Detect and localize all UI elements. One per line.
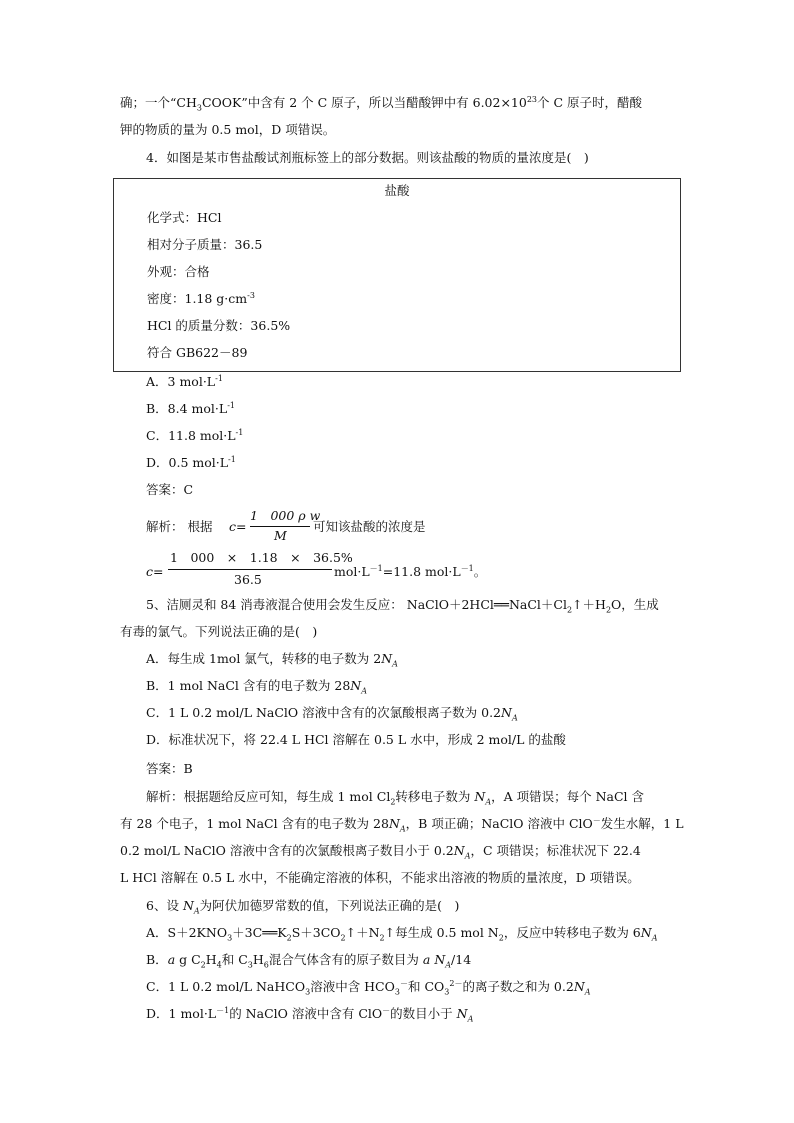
q6-option-b: B．a g $C_2H_4$和 $C_3H_6$混合气体含有的原子数目为 a $N_A/14$ bbox=[146, 952, 472, 970]
q6-option-d: D．1 $mol\cdot L^{-1}$的 NaClO 溶液中含有 ClO－的数目小于 $N_A$ bbox=[146, 1005, 474, 1024]
q4-formula-denominator: M bbox=[274, 528, 287, 543]
q6-option-a: A．$S+2KNO_3+3C══K_2S+3CO_2↑+N_2↑$每生成 0.5 mol $N_2$，反应中转移电子数为 $6N_A$ bbox=[146, 925, 658, 943]
q5-option-b: B．1 mol NaCl 含有的电子数为 $28N_A$ bbox=[146, 678, 367, 696]
label-appearance: 外观：合格 bbox=[147, 264, 210, 279]
q5-explanation-line-4: L HCl 溶解在 0.5 L 水中，不能确定溶液的体积，不能求出溶液的物质的量浓度，D 项错误。 bbox=[120, 870, 640, 885]
label-title: 盐酸 bbox=[384, 183, 410, 198]
q6-stem: 6、设 $N_A$为阿伏加德罗常数的值，下列说法正确的是( ) bbox=[146, 898, 460, 916]
q4-stem: 4．如图是某市售盐酸试剂瓶标签上的部分数据。则该盐酸的物质的量浓度是( ) bbox=[146, 150, 589, 165]
q6-option-c: C．1 L 0.2 mol/L NaHCO$_3$溶液中含 $HCO_3^-$和 $CO_3^{2-}$的离子数之和为 $0.2N_A$ bbox=[146, 978, 591, 997]
label-density: 密度：1.18 $g\cdot cm^{-3}$ bbox=[147, 290, 255, 306]
q4-calc-bar bbox=[168, 569, 332, 570]
q5-stem-line-2: 有毒的氯气。下列说法正确的是( ) bbox=[120, 624, 318, 639]
q4-calc-denominator: 36.5 bbox=[234, 572, 262, 587]
q4-option-c: C．11.8 $mol\cdot L^{-1}$ bbox=[146, 427, 244, 443]
q4-analysis-prefix: 解析： 根据 bbox=[146, 519, 213, 534]
q5-option-d: D．标准状况下，将 22.4 L HCl 溶解在 0.5 L 水中，形成 2 mol/L 的盐酸 bbox=[146, 732, 566, 747]
q4-answer: 答案：C bbox=[146, 482, 194, 497]
q4-option-a: A．3 $mol\cdot L^{-1}$ bbox=[146, 373, 223, 389]
q4-formula-bar bbox=[250, 526, 310, 527]
q5-option-a: A．每生成 1mol 氯气，转移的电子数为 $2N_A$ bbox=[146, 651, 398, 669]
q4-calc-fraction bbox=[168, 550, 353, 590]
prev-answer-line-1: 确；一个“$CH_3COOK$”中含有 2 个 C 原子，所以当醋酸钾中有 $6.02\times 10^{23}$个 C 原子时，醋酸 bbox=[120, 94, 643, 113]
prev-answer-line-2: 钾的物质的量为 0.5 mol，D 项错误。 bbox=[120, 122, 336, 137]
q4-calc-c: c= bbox=[146, 564, 164, 579]
q4-formula-fraction bbox=[250, 508, 321, 544]
q4-formula-c: c= bbox=[229, 519, 247, 534]
q5-explanation-line-3: 0.2 mol/L NaClO 溶液中含有的次氯酸根离子数目小于 $0.2N_A$，C 项错误；标准状况下 22.4 bbox=[120, 843, 641, 861]
label-standard: 符合 GB622－89 bbox=[147, 345, 248, 360]
label-molar-mass: 相对分子质量：36.5 bbox=[147, 237, 263, 252]
q5-answer: 答案：B bbox=[146, 761, 193, 776]
q4-calc-result: $mol\cdot L^{-1}=11.8$ $mol\cdot L^{-1}$。 bbox=[334, 563, 487, 579]
q5-stem-line-1: 5、洁厕灵和 84 消毒液混合使用会发生反应： $NaClO+2HCl══NaCl+Cl_2↑+H_2O$，生成 bbox=[146, 597, 659, 615]
reagent-label-box bbox=[113, 178, 681, 372]
q5-option-c: C．1 L 0.2 mol/L NaClO 溶液中含有的次氯酸根离子数为 $0.2N_A$ bbox=[146, 705, 518, 723]
q4-analysis-suffix: 可知该盐酸的浓度是 bbox=[313, 519, 426, 534]
label-formula: 化学式：HCl bbox=[147, 210, 222, 225]
label-mass-fraction: HCl 的质量分数：36.5% bbox=[147, 318, 291, 333]
q5-explanation-line-1: 解析：根据题给反应可知，每生成 1 mol $Cl_2$转移电子数为 $N_A$，A 项错误；每个 NaCl 含 bbox=[146, 789, 645, 807]
q4-calc-numerator: 1 000 × 1.18 × 36.5% bbox=[170, 550, 353, 565]
q4-formula-numerator: 1 000 ρ w bbox=[250, 508, 321, 523]
q4-option-b: B．8.4 $mol\cdot L^{-1}$ bbox=[146, 400, 235, 416]
q4-option-d: D．0.5 $mol\cdot L^{-1}$ bbox=[146, 454, 236, 470]
q5-explanation-line-2: 有 28 个电子，1 mol NaCl 含有的电子数为 $28N_A$，B 项正确；NaClO 溶液中 ClO－发生水解，1 L bbox=[120, 815, 684, 834]
